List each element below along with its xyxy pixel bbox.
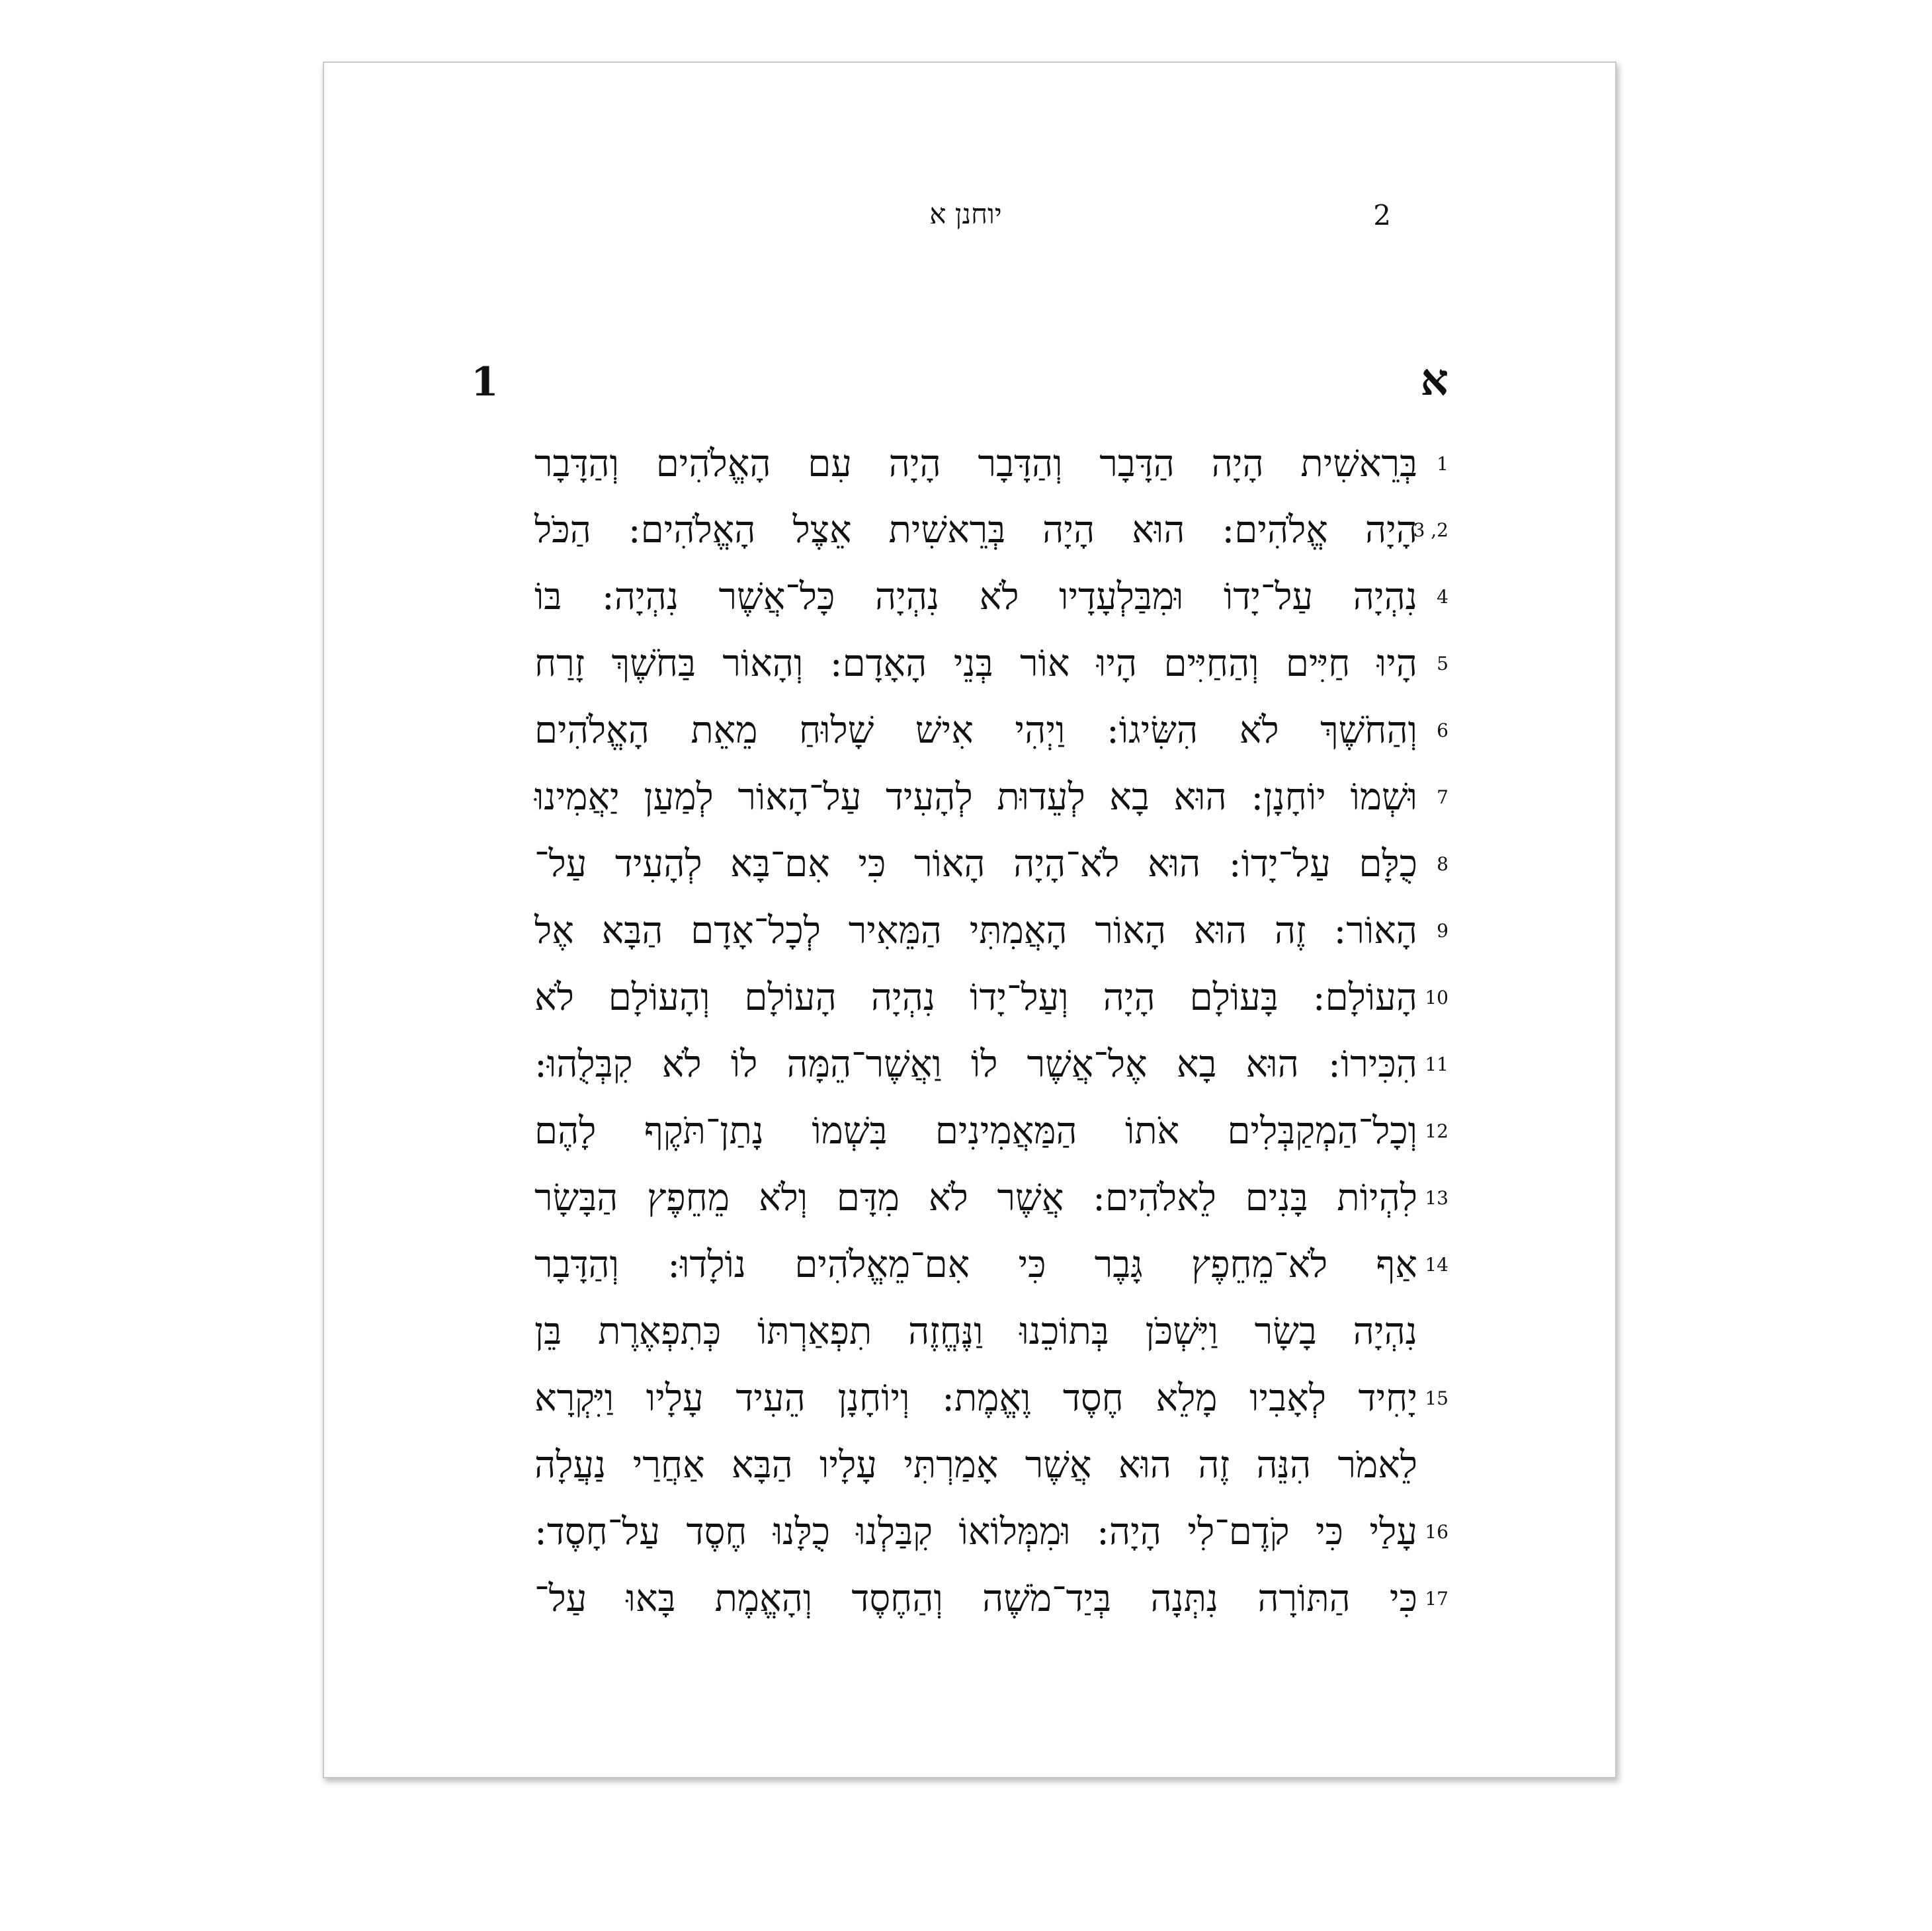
verse-number: 6: [1437, 719, 1449, 741]
verse-number: 16: [1425, 1521, 1449, 1543]
verse-number: 10: [1425, 987, 1449, 1008]
line-text: יָחִיד לְאָבִיו מָלֵא חֶסֶד וֶאֱמֶת: וְיוֹחָנָן הֵעִיד עָלָיו וַיִּקְרָא: [534, 1377, 1417, 1420]
chapter-number: 1: [471, 359, 499, 405]
line-text: נִהְיָה עַל־יָדוֹ וּמִבַּלְעָדָיו לֹא נִהְיָה כָּל־אֲשֶׁר נִהְיָה: בּוֹ: [534, 575, 1417, 618]
verse-number: 11: [1425, 1053, 1449, 1075]
verse-number: 4: [1437, 586, 1449, 608]
line-text: עָלַי כִּי קֹדֶם־לִי הָיָה: וּמִמְּלוֹאוֹ קִבַּלְנוּ כֻלָּנוּ חֶסֶד עַל־חָסֶד:: [534, 1510, 1417, 1553]
line-text: נִהְיָה בָשָׂר וַיִּשְׁכֹּן בְּתוֹכֵנוּ וַנֶּחֱזֶה תִפְאַרְתּוֹ כְּתִפְאֶרֶת בֵּן: [534, 1310, 1417, 1353]
verse-number: 5: [1437, 653, 1449, 675]
page-number: 2: [1373, 199, 1391, 231]
verse-number: 9: [1437, 920, 1449, 942]
line-text: הָיוּ חַיִּים וְהַחַיִּים הָיוּ אוֹר בְּנֵי הָאָדָם: וְהָאוֹר בַּחֹשֶׁךְ זָרַח: [534, 642, 1417, 685]
line-text: וּשְׁמוֹ יוֹחָנָן: הוּא בָא לְעֵדוּת לְהָעִיד עַל־הָאוֹר לְמַעַן יַאֲמִינוּ: [534, 776, 1417, 819]
verse-number: 3 ,2: [1413, 519, 1449, 541]
line-text: הָאוֹר: זֶה הוּא הָאוֹר הָאֲמִתִּי הַמֵּאִיר לְכָל־אָדָם הַבָּא אֶל: [534, 909, 1417, 952]
verse-number: 7: [1437, 786, 1449, 808]
verse-number: 14: [1425, 1254, 1449, 1276]
line-text: וְכָל־הַמְקַבְּלִים אֹתוֹ הַמַּאֲמִינִים בִּשְׁמוֹ נָתַן־תֹּקֶף לָהֶם: [534, 1110, 1417, 1153]
chapter-hebrew-letter: א: [1420, 354, 1449, 405]
line-text: הָעוֹלָם: בָּעוֹלָם הָיָה וְעַל־יָדוֹ נִהְיָה הָעוֹלָם וְהָעוֹלָם לֹא: [534, 976, 1417, 1019]
verse-number: 17: [1425, 1588, 1449, 1610]
running-header-title: יוחנן א: [929, 198, 1002, 230]
line-text: בְּרֵאשִׁית הָיָה הַדָּבָר וְהַדָּבָר הָיָה עִם הָאֱלֹהִים וְהַדָּבָר: [534, 442, 1418, 485]
line-text: לֵאמֹר הִנֵּה זֶה הוּא אֲשֶׁר אָמַרְתִּי עָלָיו הַבָּא אַחֲרַי נַעֲלָה: [534, 1444, 1417, 1487]
line-text: לִהְיוֹת בָּנִים לֵאלֹהִים: אֲשֶׁר לֹא מִדָּם וְלֹא מֵחֵפֶץ הַבָּשָׂר: [534, 1176, 1417, 1219]
line-text: אַף לֹא־מֵחֵפֶץ גָּבֶר כִּי אִם־מֵאֱלֹהִים נוֹלָדוּ: וְהַדָּבָר: [534, 1243, 1417, 1286]
line-text: כֻלָּם עַל־יָדוֹ: הוּא לֹא־הָיָה הָאוֹר כִּי אִם־בָּא לְהָעִיד עַל־: [534, 842, 1417, 885]
line-text: וְהַחֹשֶׁךְ לֹא הִשִּׂיגוֹ: וַיְהִי אִישׁ שָׁלוּחַ מֵאֵת הָאֱלֹהִים: [534, 709, 1417, 752]
line-text: כִּי הַתּוֹרָה נִתְּנָה בְּיַד־מֹשֶׁה וְהַחֶסֶד וְהָאֱמֶת בָּאוּ עַל־: [534, 1577, 1417, 1620]
line-text: הָיָה אֱלֹהִים: הוּא הָיָה בְּרֵאשִׁית אֵצֶל הָאֱלֹהִים: הַכֹּל: [534, 509, 1417, 552]
verse-number: 8: [1437, 853, 1449, 875]
line-text: הִכִּירוֹ: הוּא בָא אֶל־אֲשֶׁר לוֹ וַאֲשֶׁר־הֵמָּה לוֹ לֹא קִבְּלֻהוּ:: [534, 1043, 1417, 1086]
verse-number: 12: [1425, 1120, 1449, 1142]
verse-number: 1: [1437, 453, 1449, 475]
verse-number: 15: [1425, 1387, 1449, 1409]
verse-number: 13: [1425, 1187, 1449, 1209]
